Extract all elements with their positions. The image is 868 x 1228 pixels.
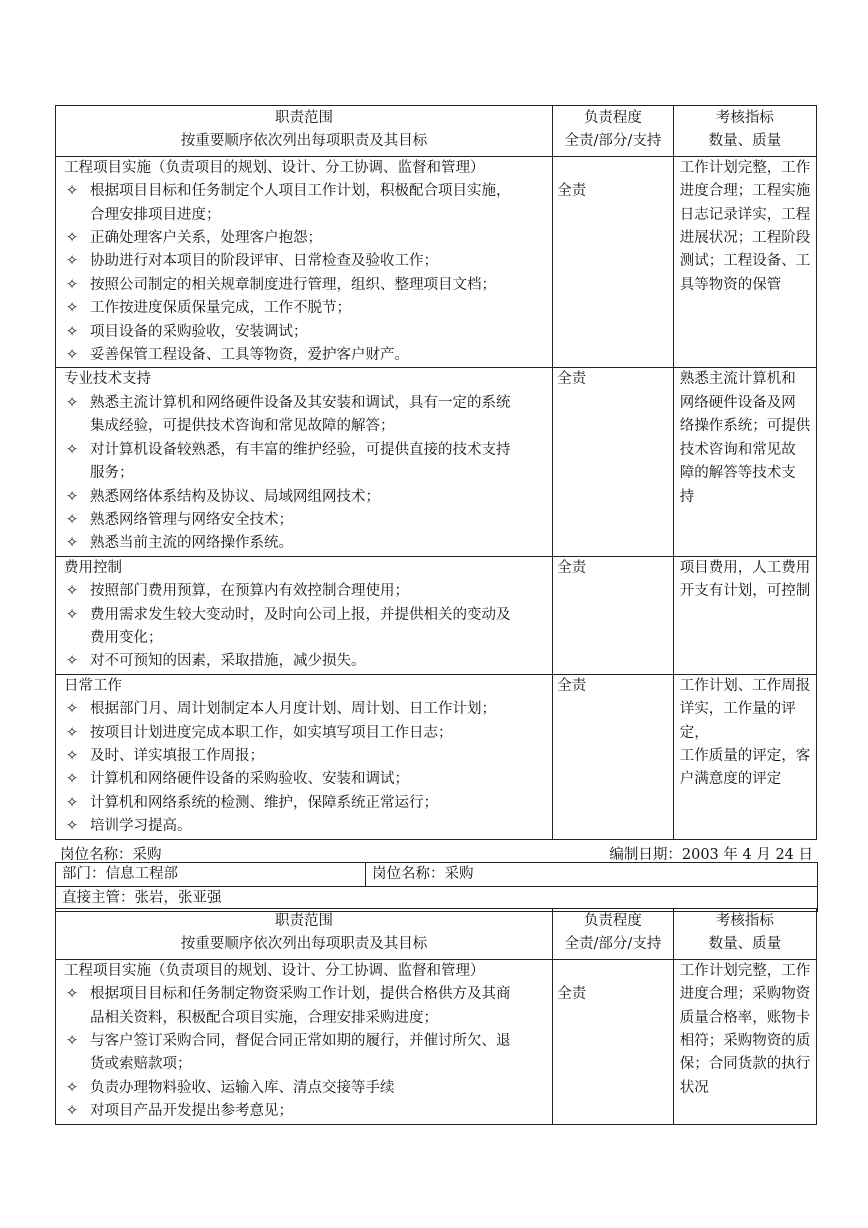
bullet-diamond-icon: ✧ xyxy=(66,183,79,200)
section-row xyxy=(56,368,817,556)
list-item-text xyxy=(90,1030,548,1077)
bullet-diamond-icon: ✧ xyxy=(66,488,79,505)
degree-cell: 全责 xyxy=(553,674,674,839)
metric-line: 技术咨询和常见故 xyxy=(679,441,796,458)
list-item xyxy=(60,227,548,250)
list-item-line: 协助进行对本项目的阶段评审、日常检查及验收工作； xyxy=(90,253,438,270)
list-item-line: 熟悉主流计算机和网络硬件设备及其安装和调试，具有一定的系统 xyxy=(90,394,511,411)
metric-line: 进度合理；工程实施 xyxy=(679,183,811,200)
metric-line: 进展状况；工程阶段 xyxy=(679,230,811,247)
section-scope-cell xyxy=(56,156,553,368)
metric-line: 测试；工程设备、工 xyxy=(679,253,811,270)
bullet-diamond-icon: ✧ xyxy=(66,347,79,364)
degree-cell: 全责 xyxy=(553,156,674,368)
metric-line: 熟悉主流计算机和 xyxy=(679,371,796,388)
list-item-line: 熟悉网络体系结构及协议、局域网组网技术； xyxy=(90,488,380,505)
list-item-line: 根据项目目标和任务制定个人项目工作计划，积极配合项目实施， xyxy=(90,183,511,200)
bullet-diamond-icon: ✧ xyxy=(66,535,79,552)
bullet-diamond-icon: ✧ xyxy=(66,701,79,718)
list-item-line: 对项目产品开发提出参考意见； xyxy=(90,1103,293,1120)
metric-cell xyxy=(673,959,816,1124)
list-item xyxy=(60,392,548,439)
header-metric xyxy=(673,106,816,157)
list-item xyxy=(60,815,548,838)
list-item xyxy=(60,1100,548,1123)
header-metric-title: 考核指标 xyxy=(715,913,774,929)
list-item-line: 正确处理客户关系，处理客户抱怨； xyxy=(90,230,322,247)
list-item-text xyxy=(90,604,548,651)
list-item-text xyxy=(90,983,548,1030)
list-item xyxy=(60,297,548,320)
section-title: 专业技术支持 xyxy=(64,371,151,388)
metric-line: 进度合理；采购物资 xyxy=(679,986,811,1003)
list-item-text xyxy=(90,745,548,768)
header-scope-subtitle: 按重要顺序依次列出每项职责及其目标 xyxy=(180,133,428,150)
bullet-diamond-icon: ✧ xyxy=(66,1079,79,1096)
metric-line: 开支有计划，可控制 xyxy=(679,583,811,600)
list-item-line: 项目设备的采购验收，安装调试； xyxy=(90,323,308,340)
list-item xyxy=(60,698,548,721)
bullet-diamond-icon: ✧ xyxy=(66,300,79,317)
bullet-diamond-icon: ✧ xyxy=(66,253,79,270)
list-item xyxy=(60,1077,548,1100)
metric-line: 工作计划、工作周报 xyxy=(679,677,811,694)
list-item-text xyxy=(90,792,548,815)
section-scope-cell xyxy=(56,368,553,556)
list-item-text xyxy=(90,250,548,273)
list-item-line: 对计算机设备较熟悉，有丰富的维护经验，可提供直接的技术支持 xyxy=(90,441,511,458)
metric-cell xyxy=(673,674,816,839)
list-item-line: 熟悉当前主流的网络操作系统。 xyxy=(90,535,293,552)
header-scope xyxy=(56,106,553,157)
list-item xyxy=(60,344,548,367)
list-item xyxy=(60,650,548,673)
list-item-text xyxy=(90,722,548,745)
list-item-text xyxy=(90,321,548,344)
header-scope-subtitle: 按重要顺序依次列出每项职责及其目标 xyxy=(180,936,428,953)
list-item xyxy=(60,486,548,509)
section-title: 工程项目实施（负责项目的规划、设计、分工协调、监督和管理） xyxy=(64,159,485,176)
list-item-line: 服务； xyxy=(90,465,134,482)
section-row xyxy=(56,959,817,1124)
list-item-line: 品相关资料，积极配合项目实施，合理安排采购进度； xyxy=(90,1009,438,1026)
degree-cell: 全责 xyxy=(553,556,674,674)
bullet-diamond-icon: ✧ xyxy=(66,653,79,670)
metric-line: 项目费用，人工费用 xyxy=(679,559,811,576)
header-degree-title: 负责程度 xyxy=(583,110,642,126)
list-item-line: 按照部门费用预算，在预算内有效控制合理使用； xyxy=(90,583,409,600)
list-item-line: 费用变化； xyxy=(90,629,163,646)
list-item-text xyxy=(90,650,548,673)
list-item xyxy=(60,745,548,768)
metric-line: 保；合同货款的执行 xyxy=(679,1056,811,1073)
list-item-text xyxy=(90,439,548,486)
list-item-line: 培训学习提高。 xyxy=(90,818,192,835)
list-item xyxy=(60,180,548,227)
metric-line: 状况 xyxy=(679,1079,709,1096)
post-name-label: 岗位名称：采购 xyxy=(60,847,162,863)
header-metric-subtitle: 数量、质量 xyxy=(708,936,782,953)
list-item xyxy=(60,509,548,532)
metric-line: 工作质量的评定，客 xyxy=(679,747,811,764)
list-item-text xyxy=(90,227,548,250)
header-degree-subtitle: 全责/部分/支持 xyxy=(564,936,662,953)
header-degree-subtitle: 全责/部分/支持 xyxy=(564,133,662,150)
list-item xyxy=(60,250,548,273)
metric-line: 质量合格率，账物卡 xyxy=(679,1009,811,1026)
header-degree-title: 负责程度 xyxy=(583,913,642,929)
bullet-diamond-icon: ✧ xyxy=(66,441,79,458)
bullet-diamond-icon: ✧ xyxy=(66,606,79,623)
metric-line: 络操作系统；可提供 xyxy=(679,418,811,435)
list-item xyxy=(60,274,548,297)
metric-line: 工作计划完整，工作 xyxy=(679,962,811,979)
bullet-diamond-icon: ✧ xyxy=(66,323,79,340)
list-item-text xyxy=(90,180,548,227)
list-item-line: 费用需求发生较大变动时，及时向公司上报，并提供相关的变动及 xyxy=(90,606,511,623)
list-item-text xyxy=(90,344,548,367)
list-item-line: 负责办理物料验收、运输入库、清点交接等手续 xyxy=(90,1079,395,1096)
list-item xyxy=(60,722,548,745)
list-item-text xyxy=(90,580,548,603)
header-degree xyxy=(553,909,674,960)
bullet-diamond-icon: ✧ xyxy=(66,724,79,741)
metric-line: 相符；采购物资的质 xyxy=(679,1033,811,1050)
header-metric-subtitle: 数量、质量 xyxy=(708,133,782,150)
table-1-body xyxy=(56,156,817,839)
list-item-text xyxy=(90,768,548,791)
header-scope-title: 职责范围 xyxy=(275,913,334,929)
responsibility-table-1 xyxy=(55,105,817,840)
bullet-diamond-icon: ✧ xyxy=(66,276,79,293)
responsibility-table-2 xyxy=(55,908,817,1125)
list-item-text xyxy=(90,392,548,439)
bullet-diamond-icon: ✧ xyxy=(66,1033,79,1050)
list-item-text xyxy=(90,297,548,320)
section-title: 工程项目实施（负责项目的规划、设计、分工协调、监督和管理） xyxy=(64,962,485,979)
metric-cell xyxy=(673,368,816,556)
list-item xyxy=(60,604,548,651)
supervisor-cell: 直接主管：张岩，张亚强 xyxy=(56,887,818,911)
bullet-diamond-icon: ✧ xyxy=(66,583,79,600)
header-degree xyxy=(553,106,674,157)
list-item-text xyxy=(90,1100,548,1123)
section-row xyxy=(56,674,817,839)
list-item-line: 货或索赔款项； xyxy=(90,1056,192,1073)
header-metric-title: 考核指标 xyxy=(715,110,774,126)
list-item-text xyxy=(90,509,548,532)
bullet-diamond-icon: ✧ xyxy=(66,1103,79,1120)
metric-line: 详实，工作量的评定， xyxy=(679,701,796,741)
post-info-table xyxy=(55,862,818,912)
metric-line: 日志记录详实，工程 xyxy=(679,206,811,223)
section-row xyxy=(56,556,817,674)
section-title: 费用控制 xyxy=(64,559,122,576)
header-metric xyxy=(673,909,816,960)
list-item-line: 按项目计划进度完成本职工作，如实填写项目工作日志； xyxy=(90,724,453,741)
list-item xyxy=(60,580,548,603)
list-item-line: 根据部门月、周计划制定本人月度计划、周计划、日工作计划； xyxy=(90,701,496,718)
list-item xyxy=(60,792,548,815)
bullet-diamond-icon: ✧ xyxy=(66,986,79,1003)
table-header-row xyxy=(56,106,817,157)
bullet-diamond-icon: ✧ xyxy=(66,230,79,247)
metric-line: 障的解答等技术支 xyxy=(679,465,796,482)
bullet-diamond-icon: ✧ xyxy=(66,771,79,788)
metric-line: 具等物资的保管 xyxy=(679,276,782,293)
list-item-line: 熟悉网络管理与网络安全技术； xyxy=(90,511,293,528)
metric-cell xyxy=(673,156,816,368)
section-scope-cell xyxy=(56,959,553,1124)
metric-line: 户满意度的评定 xyxy=(679,771,782,788)
section-scope-cell xyxy=(56,556,553,674)
list-item-line: 与客户签订采购合同，督促合同正常如期的履行，并催讨所欠、退 xyxy=(90,1033,511,1050)
bullet-diamond-icon: ✧ xyxy=(66,818,79,835)
section-row xyxy=(56,156,817,368)
bullet-diamond-icon: ✧ xyxy=(66,794,79,811)
metric-line: 持 xyxy=(679,488,695,505)
header-scope-title: 职责范围 xyxy=(275,110,334,126)
bullet-diamond-icon: ✧ xyxy=(66,747,79,764)
list-item-line: 计算机和网络系统的检测、维护，保障系统正常运行； xyxy=(90,794,438,811)
list-item-line: 工作按进度保质保量完成，工作不脱节； xyxy=(90,300,351,317)
list-item-line: 按照公司制定的相关规章制度进行管理，组织、整理项目文档； xyxy=(90,276,496,293)
list-item-text xyxy=(90,486,548,509)
department-cell: 部门：信息工程部 xyxy=(56,863,366,887)
metric-line: 工作计划完整，工作 xyxy=(679,159,811,176)
section-scope-cell xyxy=(56,674,553,839)
list-item-line: 对不可预知的因素，采取措施，减少损失。 xyxy=(90,653,366,670)
list-item xyxy=(60,321,548,344)
list-item-text xyxy=(90,815,548,838)
list-item-text xyxy=(90,274,548,297)
list-item-line: 及时、详实填报工作周报； xyxy=(90,747,264,764)
bullet-diamond-icon: ✧ xyxy=(66,394,79,411)
list-item-line: 根据项目目标和任务制定物资采购工作计划，提供合格供方及其商 xyxy=(90,986,511,1003)
list-item xyxy=(60,983,548,1030)
list-item xyxy=(60,532,548,555)
position-cell: 岗位名称：采购 xyxy=(366,863,818,887)
list-item xyxy=(60,439,548,486)
degree-cell: 全责 xyxy=(553,368,674,556)
table-header-row xyxy=(56,909,817,960)
compile-date-label: 编制日期：2003 年 4 月 24 日 xyxy=(609,847,813,863)
list-item-text xyxy=(90,532,548,555)
list-item-text xyxy=(90,1077,548,1100)
section-title: 日常工作 xyxy=(64,677,122,694)
list-item-line: 集成经验，可提供技术咨询和常见故障的解答； xyxy=(90,418,395,435)
bullet-diamond-icon: ✧ xyxy=(66,511,79,528)
info-row-department xyxy=(56,863,818,887)
list-item-text xyxy=(90,698,548,721)
list-item-line: 妥善保管工程设备、工具等物资，爱护客户财产。 xyxy=(90,347,409,364)
metric-cell xyxy=(673,556,816,674)
metric-line: 网络硬件设备及网 xyxy=(679,394,796,411)
list-item-line: 计算机和网络硬件设备的采购验收、安装和调试； xyxy=(90,771,409,788)
list-item xyxy=(60,768,548,791)
header-scope xyxy=(56,909,553,960)
list-item-line: 合理安排项目进度； xyxy=(90,206,221,223)
degree-cell: 全责 xyxy=(553,959,674,1124)
table-2-body xyxy=(56,959,817,1124)
list-item xyxy=(60,1030,548,1077)
